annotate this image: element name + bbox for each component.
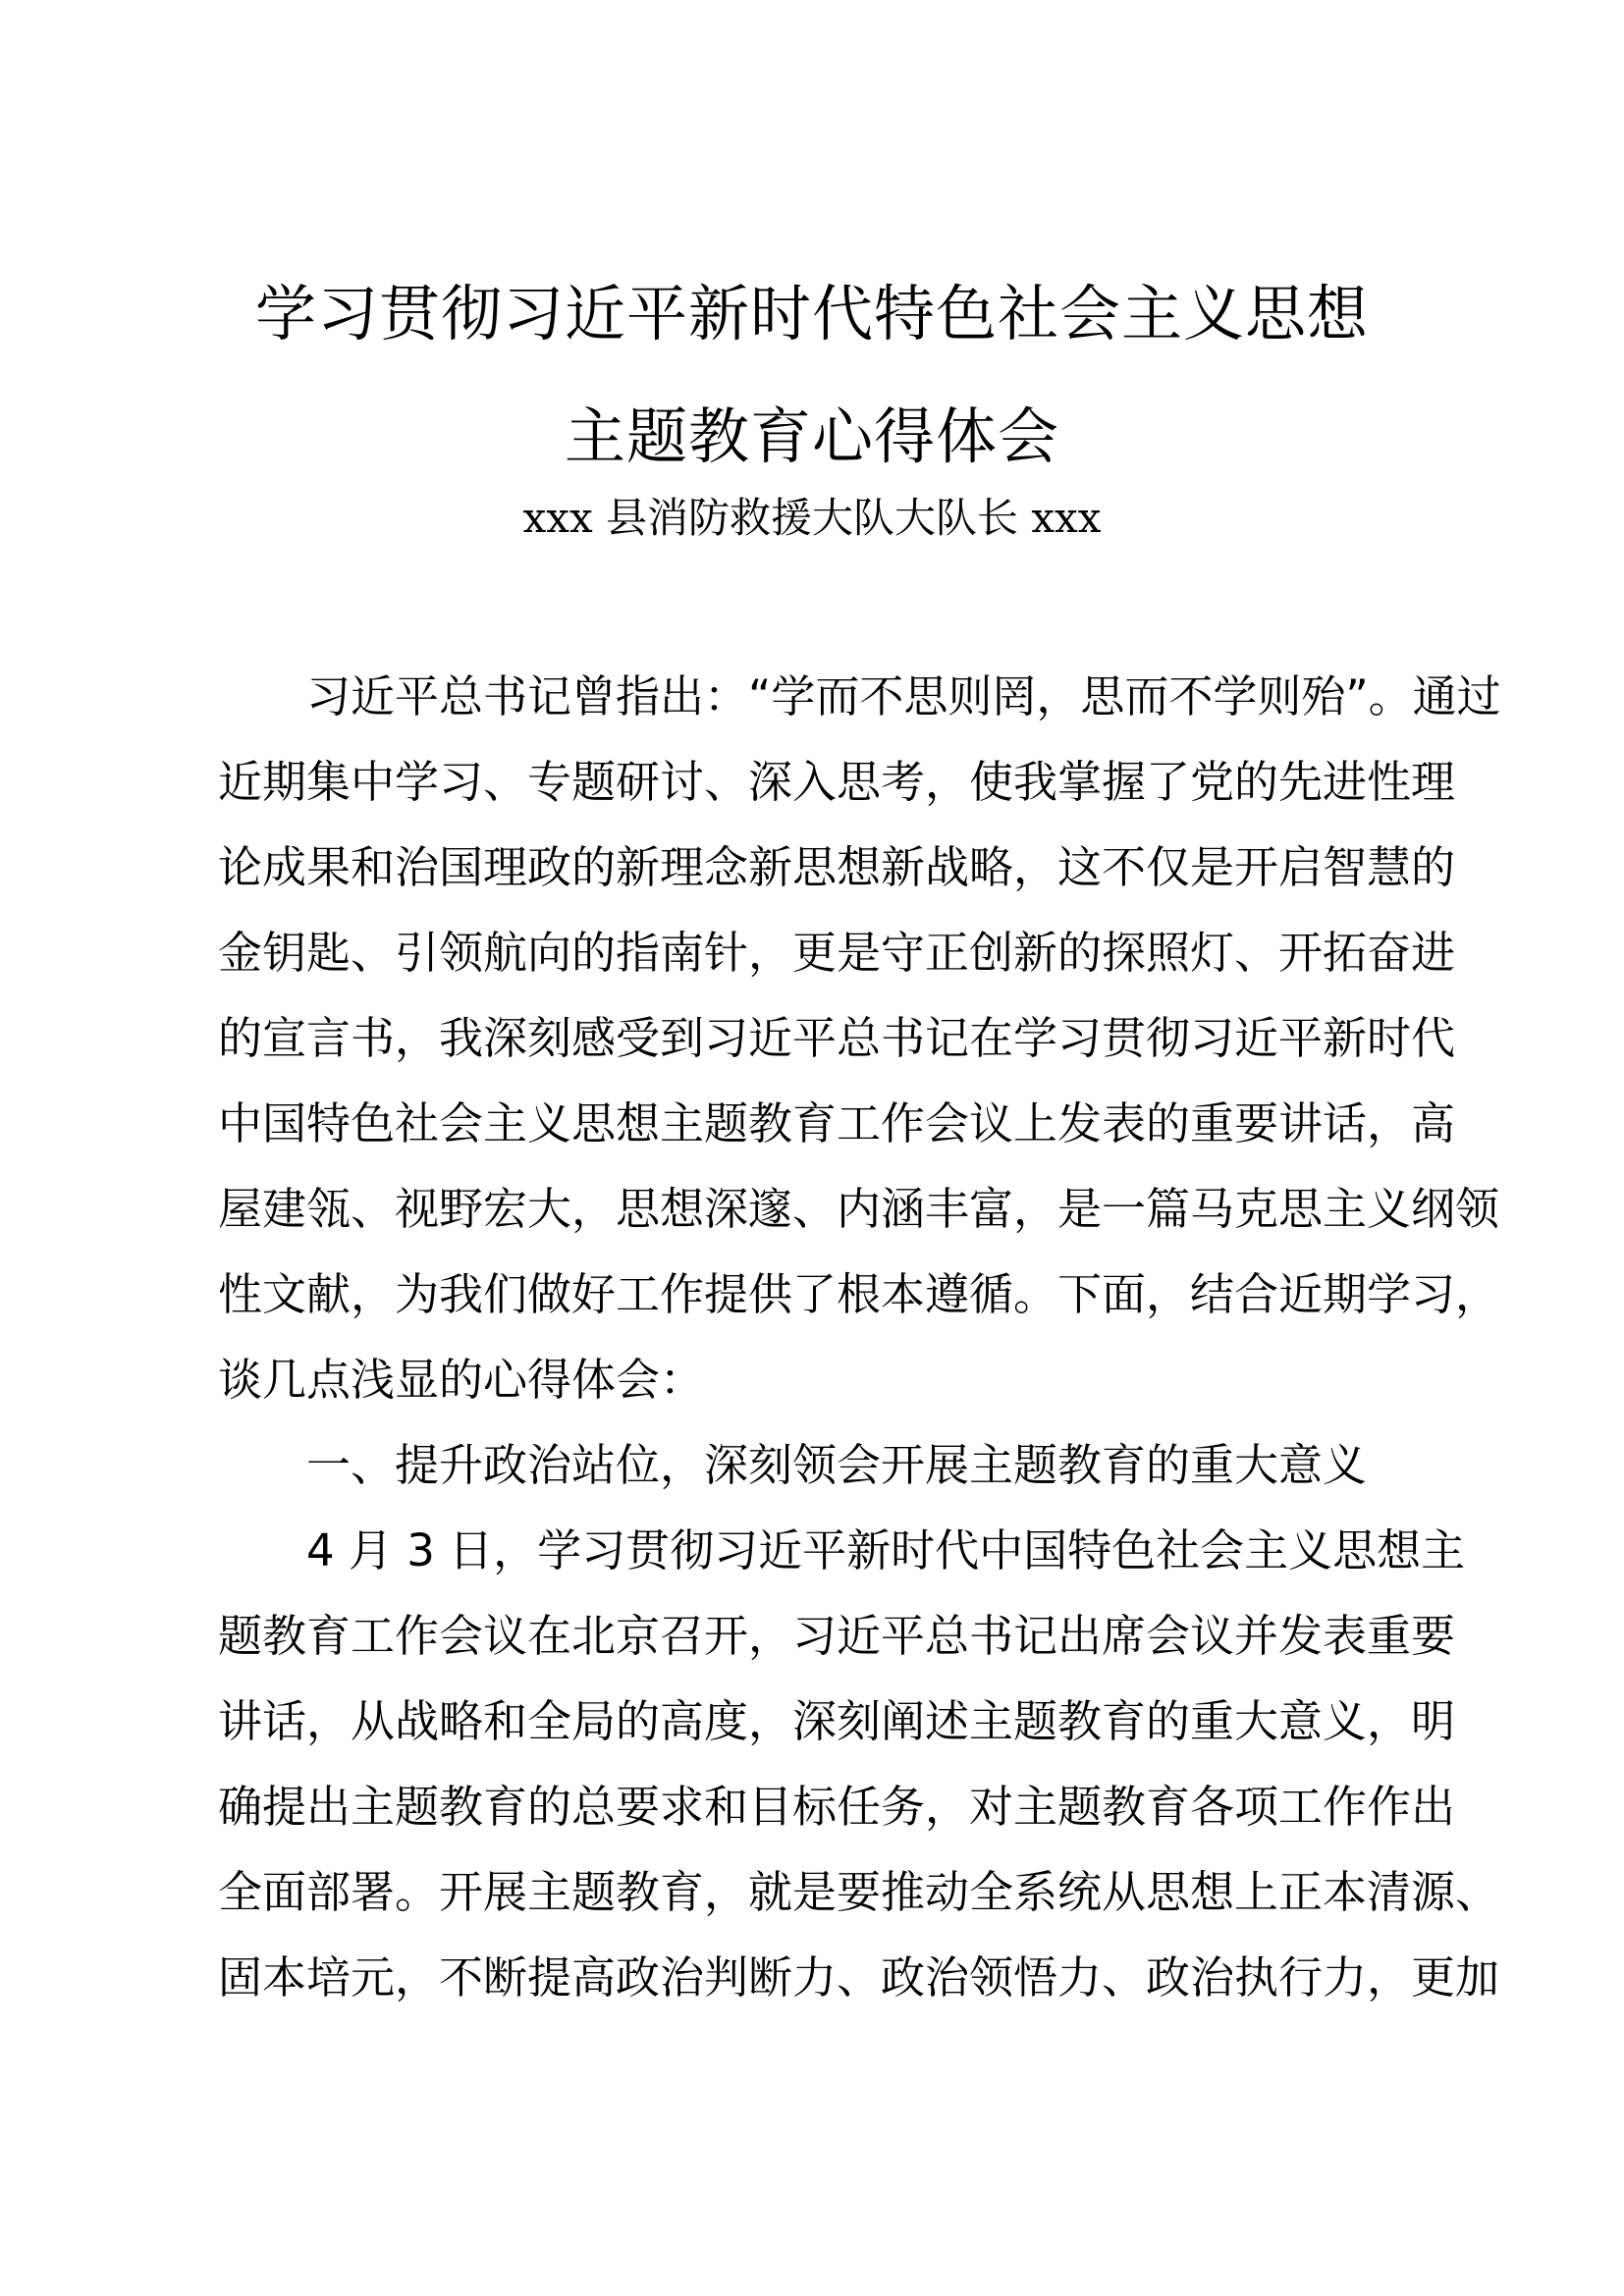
document-title-line-2: 主题教育心得体会 bbox=[564, 400, 1059, 472]
paragraph-2-line: 题教育工作会议在北京召开，习近平总书记出席会议并发表重要 bbox=[218, 1610, 1456, 1662]
paragraph-1-line: 论成果和治国理政的新理念新思想新战略，这不仅是开启智慧的 bbox=[218, 841, 1456, 893]
paragraph-2-line: 确提出主题教育的总要求和目标任务，对主题教育各项工作作出 bbox=[218, 1781, 1456, 1833]
document-title-line-1: 学习贯彻习近平新时代特色社会主义思想 bbox=[254, 278, 1369, 349]
paragraph-2-line: 全面部署。开展主题教育，就是要推动全系统从思想上正本清源、 bbox=[218, 1866, 1500, 1918]
paragraph-1-line: 的宣言书，我深刻感受到习近平总书记在学习贯彻习近平新时代 bbox=[218, 1012, 1456, 1064]
paragraph-1-line: 性文献，为我们做好工作提供了根本遵循。下面，结合近期学习， bbox=[218, 1268, 1500, 1320]
paragraph-1-line: 屋建瓴、视野宏大，思想深邃、内涵丰富，是一篇马克思主义纲领 bbox=[218, 1183, 1500, 1235]
paragraph-1-line: 金钥匙、引领航向的指南针，更是守正创新的探照灯、开拓奋进 bbox=[218, 927, 1456, 979]
document-author: xxx 县消防救援大队大队长 xxx bbox=[522, 494, 1102, 542]
paragraph-2-line: 固本培元，不断提高政治判断力、政治领悟力、政治执行力，更加 bbox=[218, 1951, 1500, 2003]
paragraph-1-line: 近期集中学习、专题研讨、深入思考，使我掌握了党的先进性理 bbox=[218, 756, 1456, 808]
paragraph-1-line: 中国特色社会主义思想主题教育工作会议上发表的重要讲话，高 bbox=[218, 1097, 1456, 1149]
paragraph-2-line: 讲话，从战略和全局的高度，深刻阐述主题教育的重大意义，明 bbox=[218, 1695, 1456, 1747]
paragraph-2-line: 4 月 3 日，学习贯彻习近平新时代中国特色社会主义思想主 bbox=[306, 1524, 1466, 1576]
section-1-heading: 一、提升政治站位，深刻领会开展主题教育的重大意义 bbox=[306, 1439, 1368, 1491]
paragraph-1-line: 习近平总书记曾指出：“学而不思则罔，思而不学则殆”。通过 bbox=[306, 670, 1501, 722]
paragraph-1-line: 谈几点浅显的心得体会： bbox=[218, 1354, 705, 1406]
